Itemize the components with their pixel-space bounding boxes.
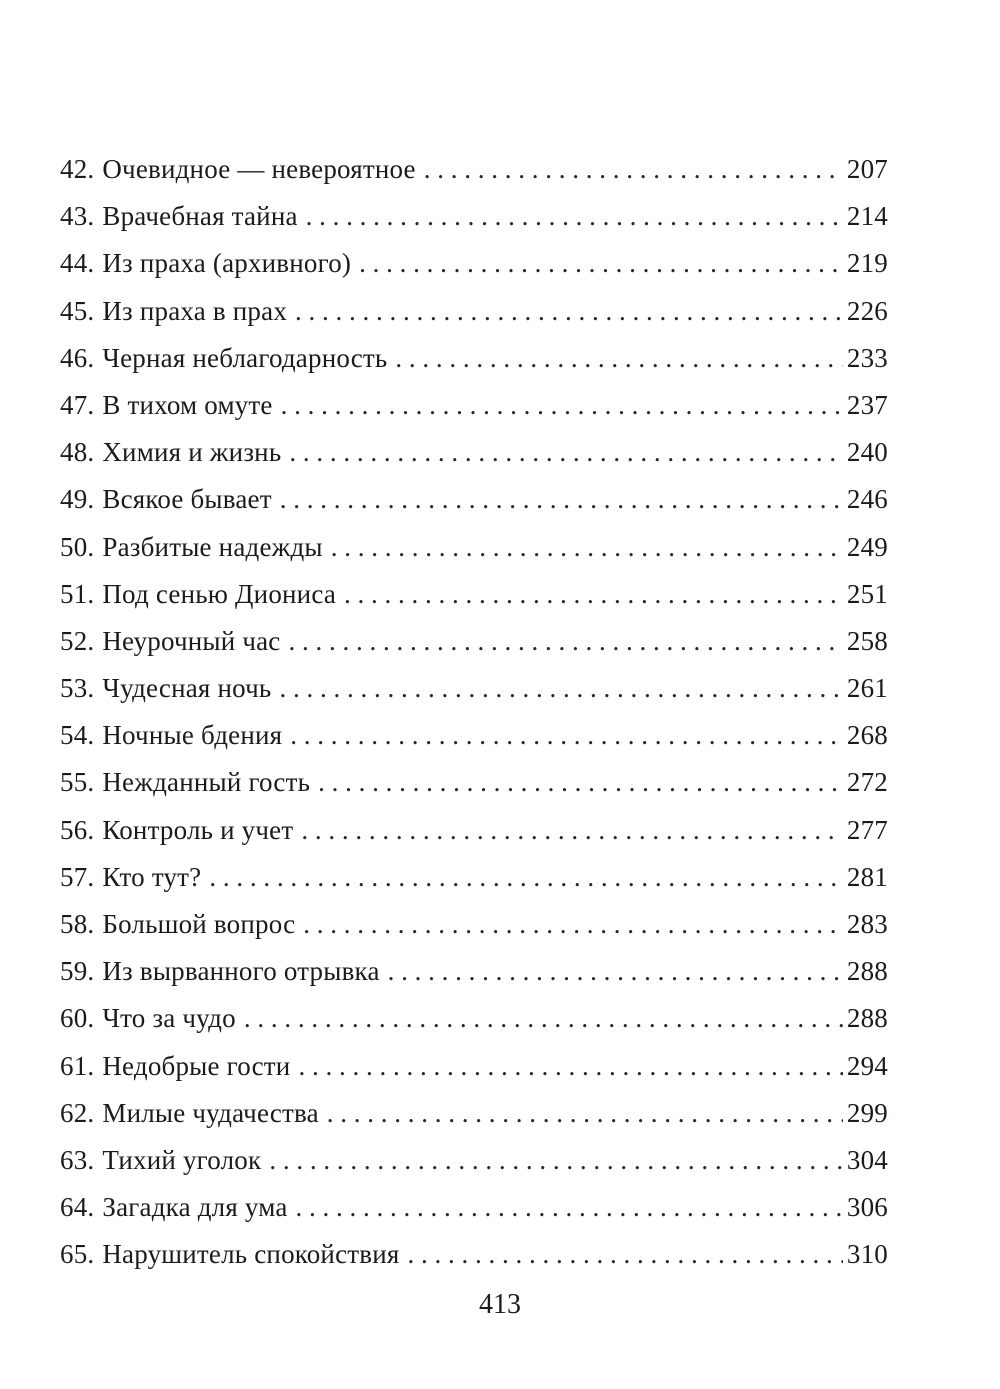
dot-leader: [244, 1003, 843, 1034]
toc-entry: [60, 1239, 888, 1286]
entry-number: 51.: [60, 578, 95, 609]
entry-page: 258: [846, 625, 888, 656]
dot-leader: [407, 1239, 842, 1270]
dot-leader: [298, 1051, 842, 1082]
entry-title: Нежданный гость: [102, 767, 311, 798]
dot-leader: [331, 532, 843, 563]
page-number: 413: [479, 1289, 521, 1320]
entry-title: Неурочный час: [102, 625, 281, 656]
entry-title: Всякое бывает: [102, 484, 272, 515]
dot-leader: [209, 862, 843, 893]
toc-entry: [60, 673, 888, 720]
dot-leader: [359, 248, 843, 279]
entry-number: 55.: [60, 767, 95, 798]
entry-page: 233: [846, 342, 888, 373]
toc-entry: [60, 1145, 888, 1192]
entry-page: 261: [846, 673, 888, 704]
toc-entry: [60, 720, 888, 767]
entry-title: Что за чудо: [102, 1003, 236, 1034]
dot-leader: [301, 815, 843, 846]
entry-page: 299: [846, 1097, 888, 1128]
entry-number: 50.: [60, 531, 95, 562]
dot-leader: [296, 1192, 843, 1223]
entry-number: 53.: [60, 673, 95, 704]
entry-page: 226: [846, 295, 888, 326]
entry-number: 52.: [60, 625, 95, 656]
toc-entry: [60, 579, 888, 626]
entry-page: 281: [846, 861, 888, 892]
entry-page: 237: [846, 389, 888, 420]
entry-page: 277: [846, 814, 888, 845]
dot-leader: [281, 390, 843, 421]
entry-number: 54.: [60, 720, 95, 751]
entry-page: 214: [846, 201, 888, 232]
entry-title: Нарушитель спокойствия: [102, 1239, 400, 1270]
toc-entry: [60, 484, 888, 531]
dot-leader: [269, 1145, 843, 1176]
entry-number: 49.: [60, 484, 95, 515]
dot-leader: [306, 201, 843, 232]
entry-title: Под сенью Диониса: [102, 578, 337, 609]
entry-page: 283: [846, 909, 888, 939]
entry-page: 249: [846, 531, 888, 562]
entry-page: 219: [846, 248, 888, 279]
entry-title: Кто тут?: [102, 861, 202, 892]
entry-page: 304: [846, 1144, 888, 1175]
entry-title: Милые чудачества: [102, 1097, 319, 1128]
toc-entry: [60, 532, 888, 579]
dot-leader: [327, 1098, 843, 1129]
toc-entry: [60, 626, 888, 673]
dot-leader: [303, 909, 843, 940]
toc-entry: [60, 1003, 888, 1050]
toc-entry: [60, 390, 888, 437]
entry-title: Контроль и учет: [102, 814, 294, 845]
dot-leader: [289, 437, 843, 468]
entry-number: 48.: [60, 437, 95, 468]
dot-leader: [318, 767, 843, 798]
entry-title: В тихом омуте: [102, 389, 273, 420]
toc-entry: [60, 1051, 888, 1098]
entry-number: 42.: [60, 154, 95, 184]
entry-number: 64.: [60, 1192, 95, 1223]
toc-entry: [60, 1192, 888, 1239]
toc-entry: [60, 154, 888, 201]
entry-number: 57.: [60, 861, 95, 892]
entry-number: 65.: [60, 1239, 95, 1270]
entry-title: Врачебная тайна: [102, 201, 298, 232]
entry-page: 288: [846, 956, 888, 987]
dot-leader: [295, 296, 843, 327]
toc-entry: [60, 343, 888, 390]
entry-number: 62.: [60, 1097, 95, 1128]
entry-number: 61.: [60, 1050, 95, 1081]
toc-entry: [60, 815, 888, 862]
toc-entry: [60, 956, 888, 1003]
entry-page: 240: [846, 437, 888, 468]
table-of-contents: [60, 154, 888, 1287]
toc-entry: [60, 248, 888, 295]
entry-title: Из вырванного отрывка: [102, 956, 380, 987]
toc-entry: [60, 909, 888, 956]
entry-title: Чудесная ночь: [102, 673, 272, 704]
toc-entry: [60, 201, 888, 248]
dot-leader: [395, 343, 842, 374]
entry-page: 251: [846, 578, 888, 609]
entry-page: 268: [846, 720, 888, 751]
entry-title: Ночные бдения: [102, 720, 283, 751]
entry-page: 294: [846, 1050, 888, 1081]
entry-number: 56.: [60, 814, 95, 845]
entry-number: 46.: [60, 342, 95, 373]
entry-title: Разбитые надежды: [102, 531, 323, 562]
entry-number: 43.: [60, 201, 95, 232]
dot-leader: [289, 626, 843, 657]
entry-title: Большой вопрос: [102, 909, 296, 939]
entry-page: 207: [846, 154, 888, 184]
entry-title: Очевидное — невероятное: [102, 154, 416, 184]
toc-entry: [60, 437, 888, 484]
entry-number: 44.: [60, 248, 95, 279]
entry-title: Тихий уголок: [102, 1144, 262, 1175]
toc-entry: [60, 767, 888, 814]
entry-page: 246: [846, 484, 888, 515]
dot-leader: [424, 154, 843, 185]
entry-page: 310: [846, 1239, 888, 1270]
dot-leader: [290, 720, 843, 751]
entry-number: 47.: [60, 389, 95, 420]
entry-number: 58.: [60, 909, 95, 939]
entry-title: Из праха (архивного): [102, 248, 352, 279]
entry-number: 59.: [60, 956, 95, 987]
dot-leader: [279, 673, 842, 704]
entry-number: 45.: [60, 295, 95, 326]
toc-entry: [60, 862, 888, 909]
toc-entry: [60, 1098, 888, 1145]
toc-entry: [60, 296, 888, 343]
entry-number: 60.: [60, 1003, 95, 1034]
dot-leader: [280, 484, 843, 515]
entry-page: 306: [846, 1192, 888, 1223]
entry-page: 272: [846, 767, 888, 798]
entry-title: Недобрые гости: [102, 1050, 291, 1081]
entry-title: Химия и жизнь: [102, 437, 282, 468]
dot-leader: [388, 956, 843, 987]
entry-number: 63.: [60, 1144, 95, 1175]
entry-page: 288: [846, 1003, 888, 1034]
entry-title: Из праха в прах: [102, 295, 288, 326]
entry-title: Загадка для ума: [102, 1192, 288, 1223]
dot-leader: [344, 579, 843, 610]
entry-title: Черная неблагодарность: [102, 342, 388, 373]
